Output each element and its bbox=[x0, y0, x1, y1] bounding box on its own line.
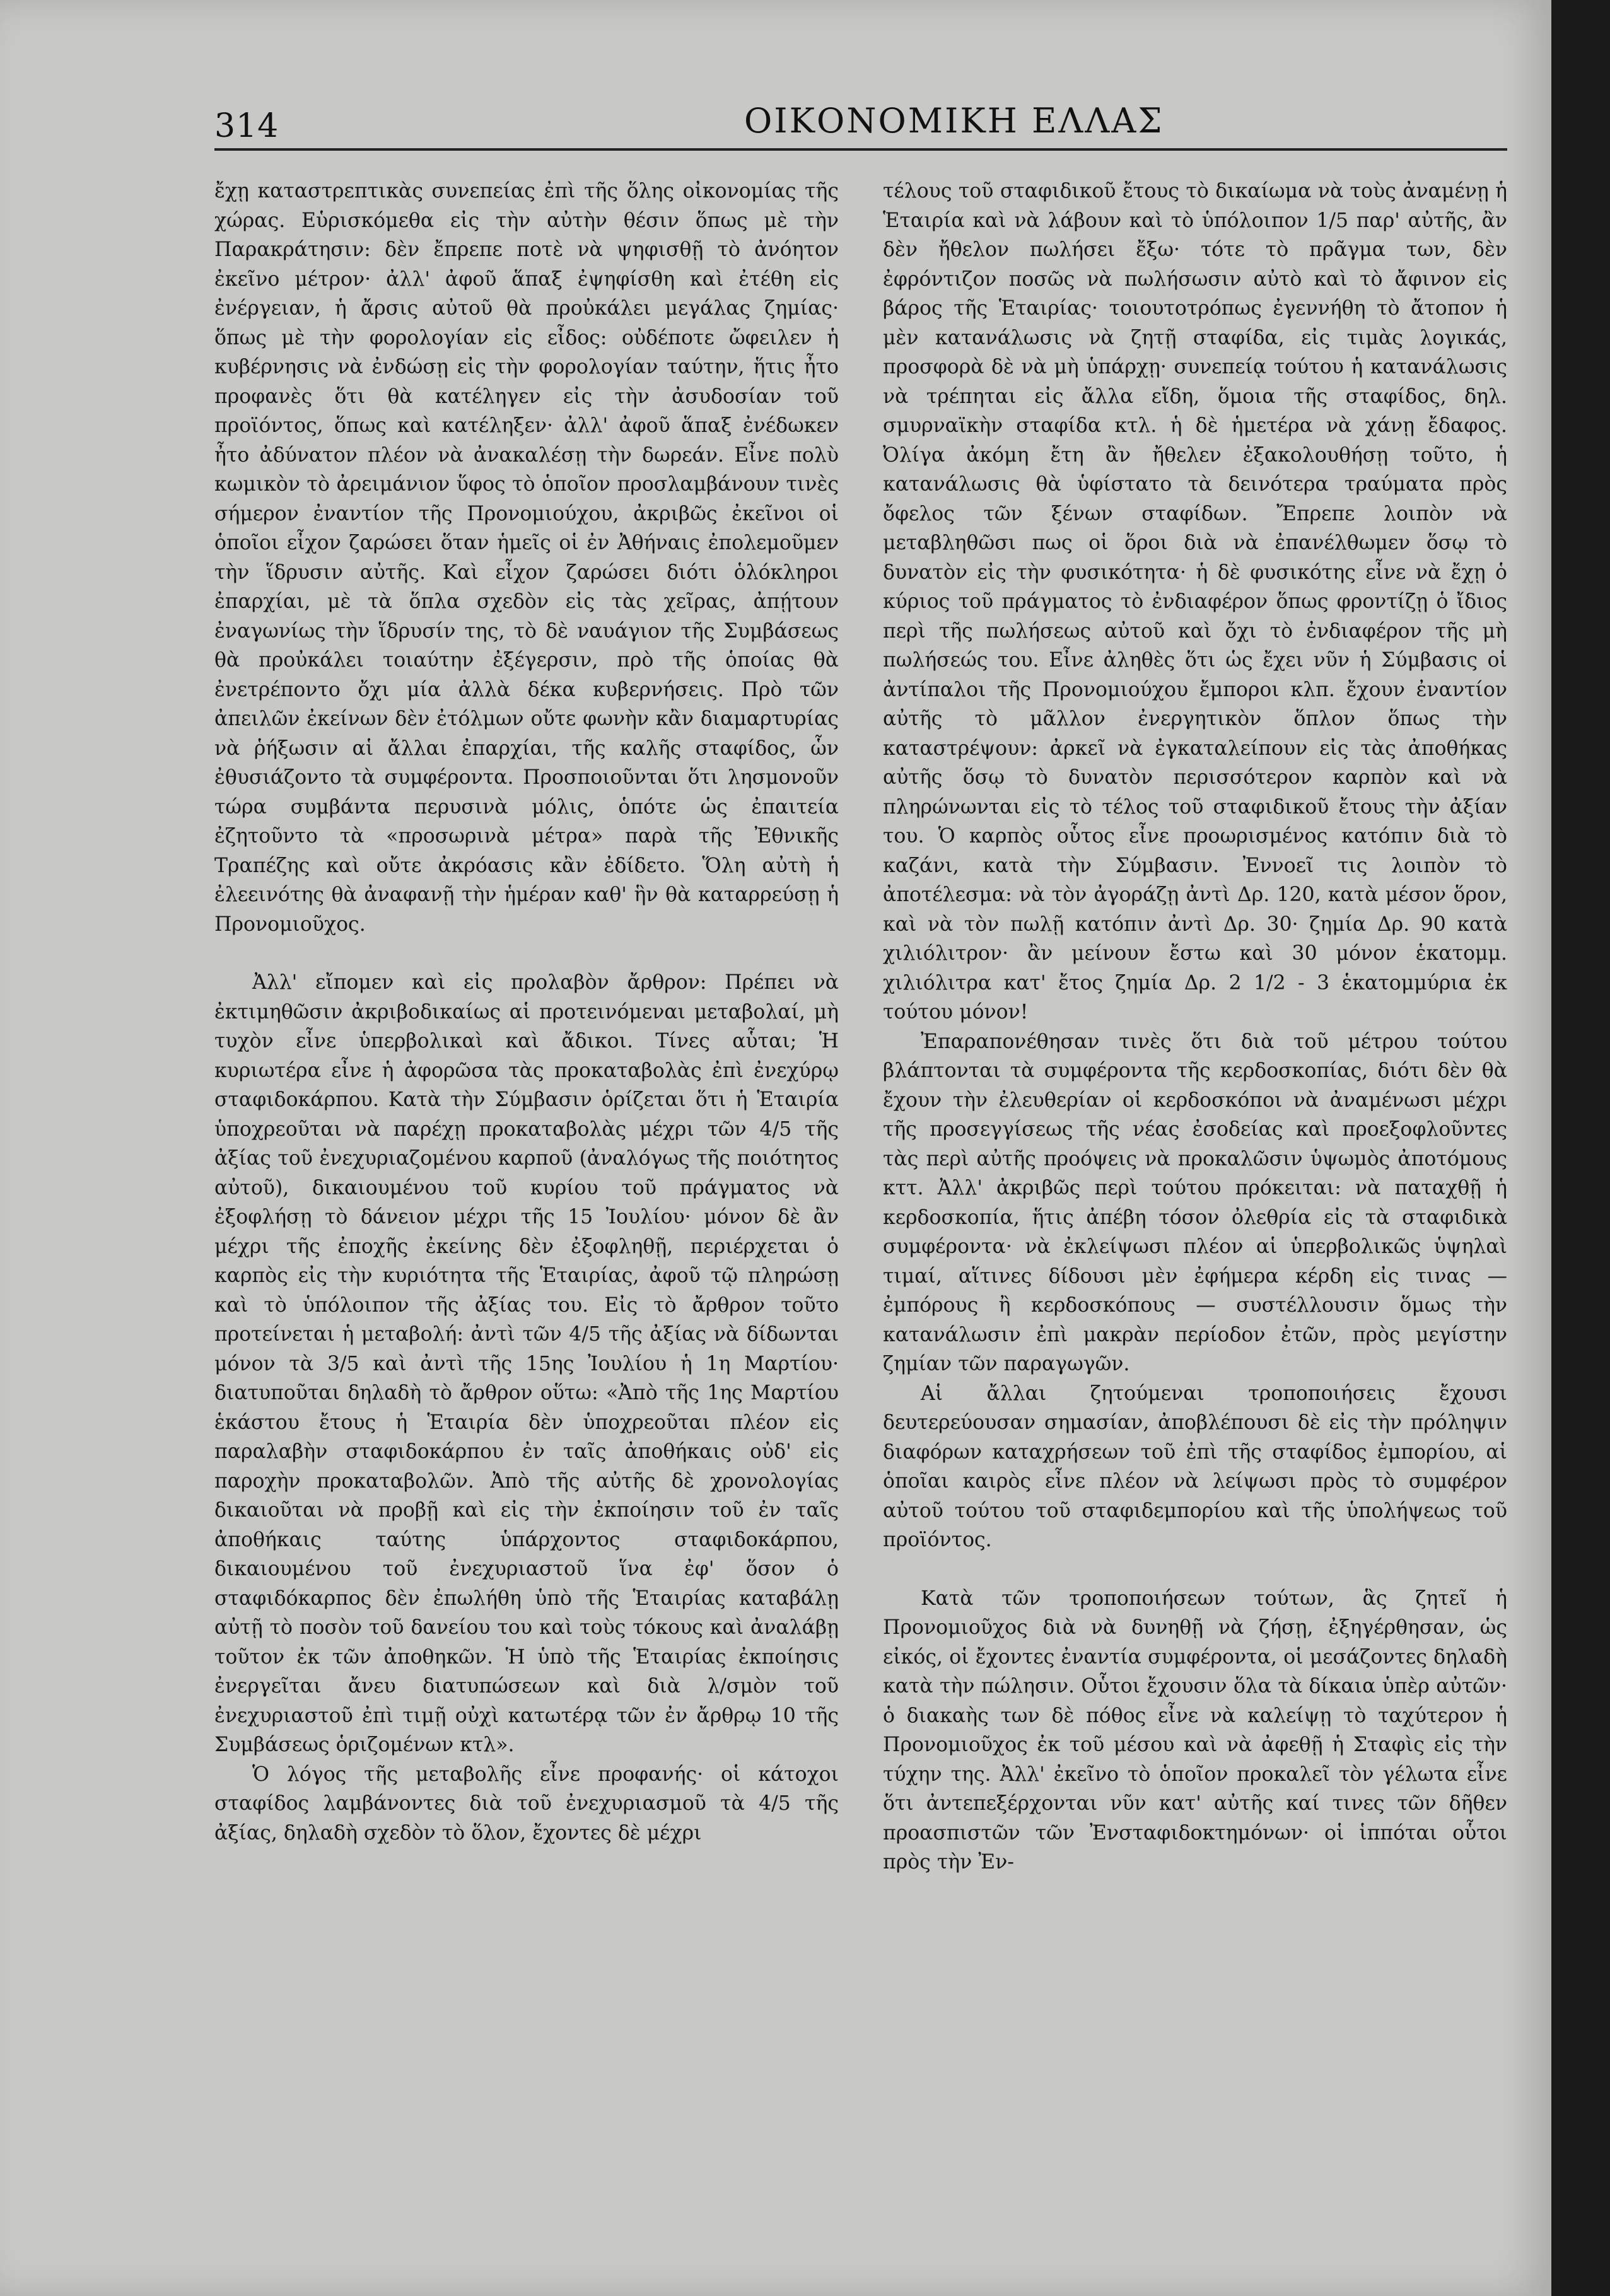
running-title: ΟΙΚΟΝΟΜΙΚΗ ΕΛΛΑΣ bbox=[744, 101, 1164, 141]
right-column bbox=[883, 177, 1507, 2232]
left-column bbox=[214, 177, 839, 2232]
paragraph: Ὁ λόγος τῆς μεταβολῆς εἶνε προφανής· οἱ κάτοχοι σταφίδος λαμβάνοντες διὰ τοῦ ἐνεχυριασμοῦ τὰ 4/5 τῆς ἀξίας, δηλαδὴ σχεδὸν τὸ ὅλον, ἔχοντες δὲ μέχρι bbox=[214, 1763, 839, 1844]
paragraph: Ἀλλ' εἴπομεν καὶ εἰς προλαβὸν ἄρθρον: Πρέπει νὰ ἐκτιμηθῶσιν ἀκριβοδικαίως αἱ προτεινόμεναι μεταβολαί, μὴ τυχὸν εἶνε ὑπερβολικαὶ καὶ ἄδικοι. Τίνες αὗται; Ἡ κυριωτέρα εἶνε ἡ ἀφορῶσα τὰς προκαταβολὰς ἐπὶ ἐνεχύρῳ σταφιδοκάρπου. Κατὰ τὴν Σύμβασιν ὁρίζεται ὅτι ἡ Ἑταιρία ὑποχρεοῦται νὰ παρέχῃ προκαταβολὰς μέχρι τῶν 4/5 τῆς ἀξίας τοῦ ἐνεχυριαζομένου καρποῦ (ἀναλόγως τῆς ποιότητος αὐτοῦ), δικαιουμένου τοῦ κυρίου τοῦ πράγματος νὰ ἐξοφλήσῃ τὸ δάνειον μέχρι τῆς 15 Ἰουλίου· μόνον δὲ ἂν μέχρι τῆς ἐποχῆς ἐκείνης δὲν ἐξοφληθῇ, περιέρχεται ὁ καρπὸς εἰς τὴν κυριότητα τῆς Ἑταιρίας, ἀφοῦ τῷ πληρώσῃ καὶ τὸ ὑπόλοιπον τῆς ἀξίας του. Εἰς τὸ ἄρθρον τοῦτο προτείνεται ἡ μεταβολή: ἀντὶ τῶν 4/5 τῆς ἀξίας νὰ δίδωνται μόνον τὰ 3/5 καὶ ἀντὶ τῆς 15ης Ἰουλίου ἡ 1η Μαρτίου· διατυποῦται δηλαδὴ τὸ ἄρθρον οὕτω: «Ἀπὸ τῆς 1ης Μαρτίου ἑκάστου ἔτους ἡ Ἑταιρία δὲν ὑποχρεοῦται πλέον εἰς παραλαβὴν σταφιδοκάρπου ἐν ταῖς ἀποθήκαις οὐδ' εἰς παροχὴν προκαταβολῶν. Ἀπὸ τῆς αὐτῆς δὲ χρονολογίας δικαιοῦται νὰ προβῇ καὶ εἰς τὴν ἐκποίησιν τοῦ ἐν ταῖς ἀποθήκαις ταύτης ὑπάρχοντος σταφιδοκάρπου, δικαιουμένου τοῦ ἐνεχυριαστοῦ ἵνα ἐφ' ὅσον ὁ σταφιδόκαρπος δὲν ἐπωλήθη ὑπὸ τῆς Ἑταιρίας καταβάλῃ αὐτῇ τὸ ποσὸν τοῦ δανείου του καὶ τοὺς τόκους καὶ ἀναλάβῃ τοῦτον ἐκ τῶν ἀποθηκῶν. Ἡ ὑπὸ τῆς Ἑταιρίας ἐκποίησις ἐνεργεῖται ἄνευ διατυπώσεων καὶ διὰ λ/σμὸν τοῦ ἐνεχυριαστοῦ ἐπὶ τιμῇ οὐχὶ κατωτέρᾳ τῶν ἐν ἄρθρῳ 10 τῆς Συμβάσεως ὁριζομένων κτλ». bbox=[214, 971, 839, 1756]
paragraph: τέλους τοῦ σταφιδικοῦ ἔτους τὸ δικαίωμα νὰ τοὺς ἀναμένῃ ἡ Ἑταιρία καὶ νὰ λάβουν καὶ τὸ ὑπόλοιπον 1/5 παρ' αὐτῆς, ἂν δὲν ἤθελον πωλήσει ἔξω· τότε τὸ πρᾶγμα των, δὲν ἐφρόντιζον ποσῶς νὰ πωλήσωσιν αὐτὸ καὶ τὸ ἄφινον εἰς βάρος τῆς Ἑταιρίας· τοιουτοτρόπως ἐγεννήθη τὸ ἄτοπον ἡ μὲν κατανάλωσις νὰ ζητῇ σταφίδα, εἰς τιμὰς λογικάς, προσφορὰ δὲ νὰ μὴ ὑπάρχῃ· συνεπείᾳ τούτου ἡ κατανάλωσις νὰ τρέπηται εἰς ἄλλα εἴδη, ὅμοια τῆς σταφίδος, δηλ. σμυρναϊκὴν σταφίδα κτλ. ἡ δὲ ἡμετέρα νὰ χάνῃ ἔδαφος. Ὀλίγα ἀκόμη ἔτη ἂν ἤθελεν ἐξακολουθήσῃ τοῦτο, ἡ κατανάλωσις θὰ ὑφίστατο τὰ δεινότερα τραύματα πρὸς ὄφελος τῶν ξένων σταφίδων. Ἔπρεπε λοιπὸν νὰ μεταβληθῶσι πως οἱ ὅροι διὰ νὰ ἐπανέλθωμεν ὅσῳ τὸ δυνατὸν εἰς τὴν φυσικότητα· ἡ δὲ φυσικότης εἶνε νὰ ἔχῃ ὁ κύριος τοῦ πράγματος τὸ ἐνδιαφέρον ὅπως φροντίζῃ ὁ ἴδιος περὶ τῆς πωλήσεως αὐτοῦ καὶ ὄχι τὸ ἐνδιαφέρον τῆς μὴ πωλήσεώς του. Εἶνε ἀληθὲς ὅτι ὡς ἔχει νῦν ἡ Σύμβασις οἱ ἀντίπαλοι τῆς Προνομιούχου ἔμποροι κλπ. ἔχουν ἐναντίον αὐτῆς τὸ μᾶλλον ἐνεργητικὸν ὅπλον ὅπως τὴν καταστρέψουν: ἀρκεῖ νὰ ἐγκαταλείπουν εἰς τὰς ἀποθήκας αὐτῆς ὅσῳ τὸ δυνατὸν περισσότερον καρπὸν καὶ νὰ πληρώνωνται εἰς τὸ τέλος τοῦ σταφιδικοῦ ἔτους τὴν ἀξίαν του. Ὁ καρπὸς οὗτος εἶνε προωρισμένος κατόπιν διὰ τὸ καζάνι, κατὰ τὴν Σύμβασιν. Ἐννοεῖ τις λοιπὸν τὸ ἀποτέλεσμα: νὰ τὸν ἀγοράζῃ ἀντὶ Δρ. 120, κατὰ μέσον ὅρον, καὶ νὰ τὸν πωλῇ κατόπιν ἀντὶ Δρ. 30· ζημία Δρ. 90 κατὰ χιλιόλιτρον· ἂν μείνουν ἔστω καὶ 30 μόνον ἑκατομμ. χιλιόλιτρα κατ' ἔτος ζημία Δρ. 2 1/2 - 3 ἑκατομμύρια ἐκ τούτου μόνον! bbox=[883, 180, 1507, 1023]
paragraph: Αἱ ἄλλαι ζητούμεναι τροποποιήσεις ἔχουσι δευτερεύουσαν σημασίαν, ἀποβλέπουσι δὲ εἰς τὴν πρόληψιν διαφόρων καταχρήσεων τοῦ ἐπὶ τῆς σταφίδος ἐμπορίου, αἱ ὁποῖαι καιρὸς εἶνε πλέον νὰ λείψωσι πρὸς τὸ συμφέρον αὐτοῦ τούτου τοῦ σταφιδεμπορίου καὶ τῆς ὑπολήψεως τοῦ προϊόντος. bbox=[883, 1382, 1507, 1551]
paragraph: Ἐπαραπονέθησαν τινὲς ὅτι διὰ τοῦ μέτρου τούτου βλάπτονται τὰ συμφέροντα τῆς κερδοσκοπίας, διότι δὲν θὰ ἔχουν τὴν ἐλευθερίαν οἱ κερδοσκόποι νὰ ἀναμένωσι μέχρι τῆς προσεγγίσεως τῆς νέας ἐσοδείας καὶ προεξοφλοῦντες τὰς περὶ αὐτῆς προόψεις νὰ προκαλῶσιν ὑψωμὸς ἀποτόμους κττ. Ἀλλ' ἀκριβῶς περὶ τούτου πρόκειται: νὰ παταχθῇ ἡ κερδοσκοπία, ἥτις ἀπέβη τόσον ὀλεθρία εἰς τὰ σταφιδικὰ συμφέροντα· νὰ ἐκλείψωσι πλέον αἱ ὑπερβολικῶς ὑψηλαὶ τιμαί, αἵτινες δίδουσι μὲν ἐφήμερα κέρδη εἰς τινας — ἐμπόρους ἢ κερδοσκόπους — συστέλλουσιν ὅμως τὴν κατανάλωσιν ἐπὶ μακρὰν περίοδον ἐτῶν, πρὸς μεγίστην ζημίαν τῶν παραγωγῶν. bbox=[883, 1030, 1507, 1375]
header-rule bbox=[214, 148, 1507, 151]
text-columns bbox=[214, 177, 1507, 2232]
paragraph: Κατὰ τῶν τροποποιήσεων τούτων, ἃς ζητεῖ ἡ Προνομιοῦχος διὰ νὰ δυνηθῇ νὰ ζήσῃ, ἐξηγέρθησαν, ὡς εἰκός, οἱ ἔχοντες ἐναντία συμφέροντα, οἱ μεσάζοντες δηλαδὴ κατὰ τὴν πώλησιν. Οὗτοι ἔχουσιν ὅλα τὰ δίκαια ὑπὲρ αὐτῶν· ὁ διακαὴς των δὲ πόθος εἶνε νὰ καλείψῃ τὸ ταχύτερον ἡ Προνομιοῦχος ἐκ τοῦ μέσου καὶ νὰ ἀφεθῇ ἡ Σταφὶς εἰς τὴν τύχην της. Ἀλλ' ἐκεῖνο τὸ ὁποῖον προκαλεῖ τὸν γέλωτα εἶνε ὅτι ἀντεπεξέρχονται νῦν κατ' αὐτῆς καί τινες τῶν δῆθεν προασπιστῶν τῶν Ἐνσταφιδοκτημόνων· οἱ ἱππόται οὗτοι πρὸς τὴν Ἐν- bbox=[883, 1587, 1507, 1874]
page-number: 314 bbox=[214, 107, 279, 145]
page-header bbox=[214, 95, 1507, 145]
paragraph: ἔχῃ καταστρεπτικὰς συνεπείας ἐπὶ τῆς ὅλης οἰκονομίας τῆς χώρας. Εὑρισκόμεθα εἰς τὴν αὐτὴν θέσιν ὅπως μὲ τὴν Παρακράτησιν: δὲν ἔπρεπε ποτὲ νὰ ψηφισθῇ τὸ ἀνόητον ἐκεῖνο μέτρον· ἀλλ' ἀφοῦ ἅπαξ ἐψηφίσθη καὶ ἐτέθη εἰς ἐνέργειαν, ἡ ἄρσις αὐτοῦ θὰ προὐκάλει μεγάλας ζημίας· ὅπως μὲ τὴν φορολογίαν εἰς εἶδος: οὐδέποτε ὤφειλεν ἡ κυβέρνησις νὰ ἐνδώσῃ εἰς τὴν φορολογίαν ταύτην, ἥτις ἦτο προφανὲς ὅτι θὰ κατέληγεν εἰς τὴν ἀσυδοσίαν τοῦ προϊόντος, ὅπως καὶ κατέληξεν· ἀλλ' ἀφοῦ ἅπαξ ἐνέδωκεν ἦτο ἀδύνατον πλέον νὰ ἀνακαλέσῃ τὴν δωρεάν. Εἶνε πολὺ κωμικὸν τὸ ἀρειμάνιον ὕφος τὸ ὁποῖον προσλαμβάνουν τινὲς σήμερον ἐναντίον τῆς Προνομιούχου, ἀκριβῶς ἐκεῖνοι οἱ ὁποῖοι εἶχον ζαρώσει ὅταν ἡμεῖς οἱ ἐν Ἀθήναις ἐπολεμοῦμεν τὴν ἵδρυσιν αὐτῆς. Καὶ εἶχον ζαρώσει διότι ὁλόκληροι ἐπαρχίαι, μὲ τὰ ὅπλα σχεδὸν εἰς τὰς χεῖρας, ἀπῄτουν ἐναγωνίως τὴν ἵδρυσίν της, τὸ δὲ ναυάγιον τῆς Συμβάσεως θὰ προὐκάλει τοιαύτην ἐξέγερσιν, πρὸ τῆς ὁποίας θὰ ἐνετρέποντο ὄχι μία ἀλλὰ δέκα κυβερνήσεις. Πρὸ τῶν ἀπειλῶν ἐκείνων δὲν ἐτόλμων οὔτε φωνὴν κἂν διαμαρτυρίας νὰ ῥήξωσιν αἱ ἄλλαι ἐπαρχίαι, τῆς καλῆς σταφίδος, ὧν ἐθυσιάζοντο τὰ συμφέροντα. Προσποιοῦνται ὅτι λησμονοῦν τώρα συμβάντα περυσινὰ μόλις, ὁπότε ὡς ἐπαιτεία ἐζητοῦντο τὰ «προσωρινὰ μέτρα» παρὰ τῆς Ἐθνικῆς Τραπέζης καὶ οὔτε ἀκρόασις κἂν ἐδίδετο. Ὅλη αὐτὴ ἡ ἐλεεινότης θὰ ἀναφανῇ τὴν ἡμέραν καθ' ἣν θὰ καταρρεύσῃ ἡ Προνομιοῦχος. bbox=[214, 180, 839, 936]
